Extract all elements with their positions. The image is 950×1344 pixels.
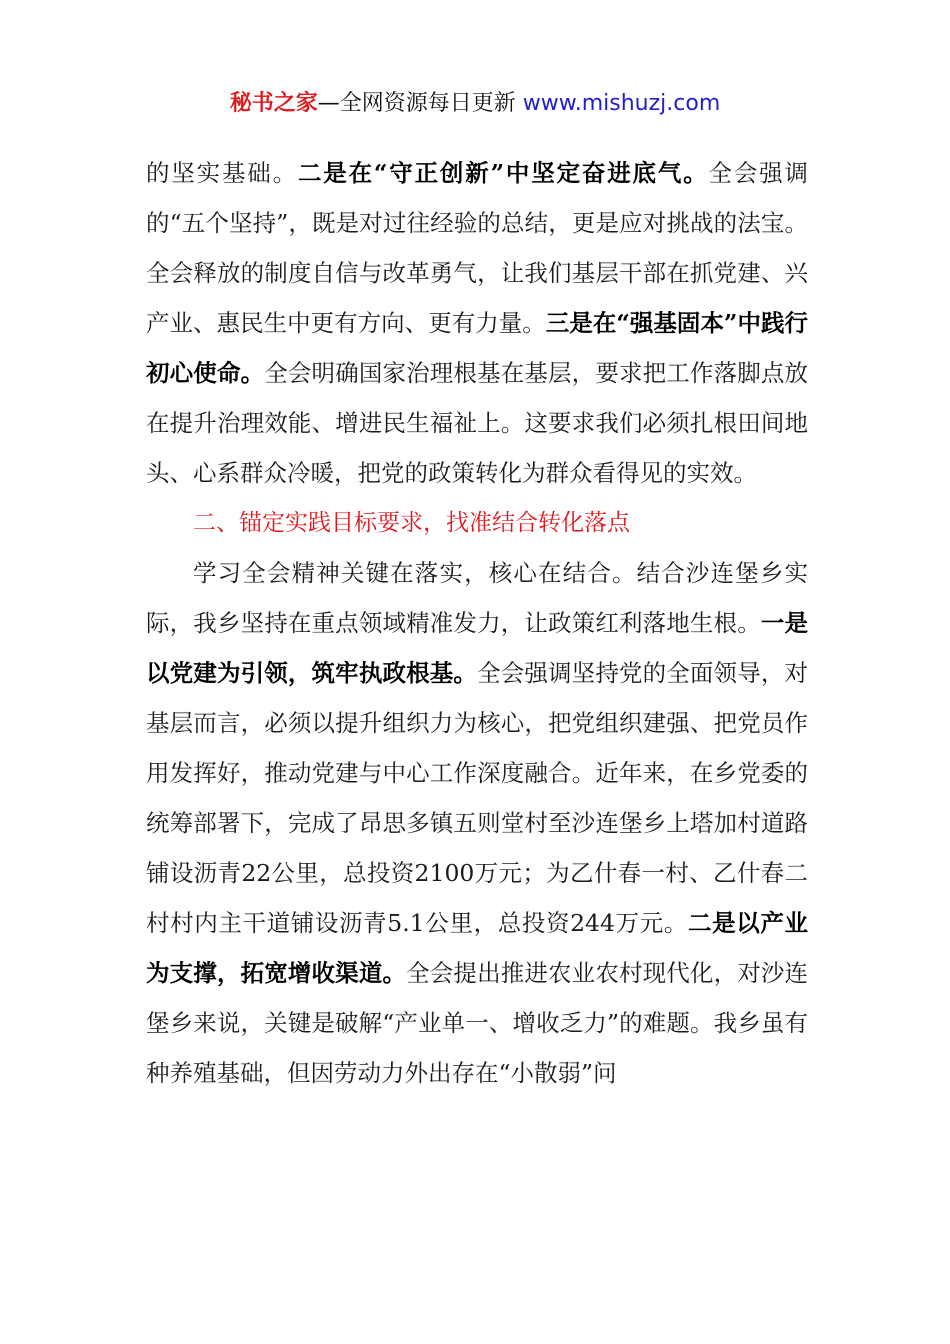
bold-point-one: 一是以党建为引领，筑牢执政根基。	[146, 609, 809, 687]
paragraph-section-two	[146, 548, 808, 1098]
text-run: 的坚实基础。	[146, 159, 298, 187]
text-run: 全会明确国家治理根基在基层，要求把工作落脚点放在提升治理效能、增进民生福祉上。这要求我们必须扎根田间地头、心系群众冷暖，把党的政策转化为群众看得见的实效。	[146, 359, 809, 487]
document-body	[146, 148, 808, 1098]
bold-point-two-industry: 二是以产业为支撑，拓宽增收渠道。	[146, 909, 809, 987]
text-run: 全会强调的“五个坚持”，既是对过往经验的总结，更是应对挑战的法宝。全会释放的制度自信与改革勇气，让我们基层干部在抓党建、兴产业、惠民生中更有方向、更有力量。	[146, 159, 808, 337]
text-run: 全会强调坚持党的全面领导，对基层而言，必须以提升组织力为核心，把党组织建强、把党员作用发挥好，推动党建与中心工作深度融合。近年来，在乡党委的统筹部署下，完成了昂思多镇五则堂村至沙连堡乡上塔加村道路铺设沥青22公里，总投资2100万元；为乙什春一村、乙什春二村村内主干道铺设沥青5.1公里，总投资244万元。	[146, 659, 809, 937]
section-heading: 二、锚定实践目标要求，找准结合转化落点	[193, 510, 630, 536]
text-run: 学习全会精神关键在落实，核心在结合。结合沙连堡乡实际，我乡坚持在重点领域精准发力，让政策红利落地生根。	[146, 559, 808, 637]
page-header	[0, 88, 950, 120]
paragraph-continued	[146, 148, 808, 498]
header-url[interactable]: www.mishuzj.com	[522, 91, 721, 116]
bold-point-two: 二是在“守正创新”中坚定奋进底气。	[297, 159, 709, 187]
header-brand: 秘书之家	[229, 91, 318, 116]
bold-point-three: 三是在“强基固本”中践行初心使命。	[146, 309, 808, 387]
text-run: 全会提出推进农业农村现代化，对沙连堡乡来说，关键是破解“产业单一、增收乏力”的难题。我乡虽有种养殖基础，但因劳动力外出存在“小散弱”问	[146, 959, 809, 1087]
header-slogan: —全网资源每日更新	[317, 91, 516, 116]
